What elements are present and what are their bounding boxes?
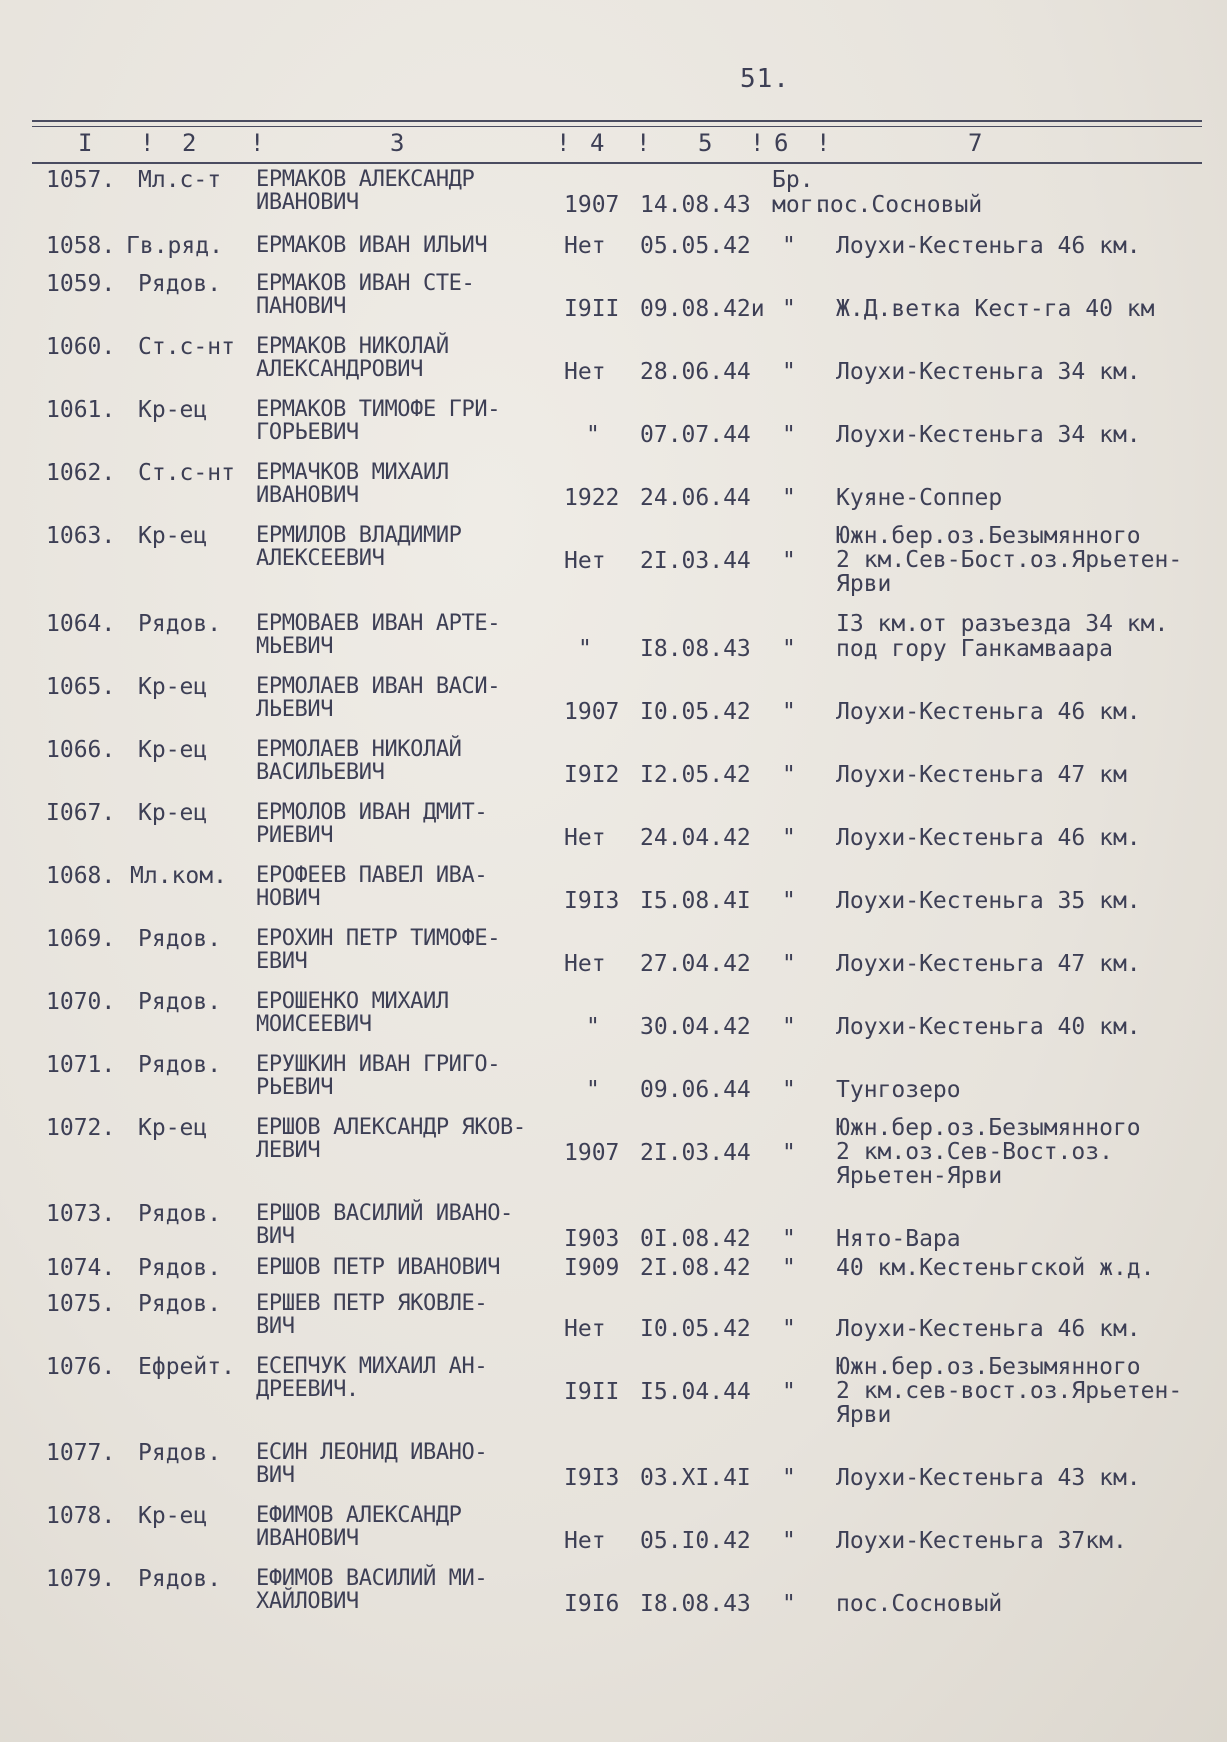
- burial-place: Лоухи-Кестеньга 40 км.: [836, 1014, 1141, 1040]
- military-rank: Рядов.: [138, 1201, 222, 1227]
- military-rank: Рядов.: [138, 611, 222, 637]
- person-name: ЕРУШКИН ИВАН ГРИГО- РЬЕВИЧ: [256, 1052, 501, 1100]
- military-rank: Кр-ец: [138, 800, 208, 826]
- header-col-1: I: [78, 129, 93, 157]
- death-date: 09.06.44: [640, 1077, 751, 1103]
- burial-place: Лоухи-Кестеньга 47 км: [836, 762, 1127, 788]
- burial-place: Лоухи-Кестеньга 43 км.: [836, 1465, 1141, 1491]
- header-separator: !: [140, 129, 155, 157]
- record-number: 1058.: [46, 233, 116, 259]
- burial-place: Южн.бер.оз.Безымянного 2 км.Сев-Бост.оз.Ярьетен- Ярви: [836, 523, 1183, 597]
- record-number: 1059.: [46, 271, 116, 297]
- death-date: I5.04.44: [640, 1379, 751, 1405]
- death-date: 24.06.44: [640, 485, 751, 511]
- burial-place: Лоухи-Кестеньга 46 км.: [836, 825, 1141, 851]
- military-rank: Рядов.: [138, 271, 222, 297]
- record-number: 1073.: [46, 1201, 116, 1227]
- burial-place: Лоухи-Кестеньга 34 км.: [836, 422, 1141, 448]
- header-separator: !: [816, 129, 831, 157]
- burial-place: Куяне-Соппер: [836, 485, 1003, 511]
- burial-place: Лоухи-Кестеньга 46 км.: [836, 233, 1141, 259]
- header-col-7: 7: [968, 129, 983, 157]
- header-col-5: 5: [698, 129, 713, 157]
- burial-place: Лоухи-Кестеньга 35 км.: [836, 888, 1141, 914]
- birth-year: I909: [564, 1255, 620, 1281]
- birth-year: I9I3: [564, 888, 620, 914]
- military-rank: Рядов.: [138, 989, 222, 1015]
- header-separator: !: [556, 129, 571, 157]
- record-number: 1057.: [46, 167, 116, 193]
- birth-year: Нет: [564, 1316, 606, 1342]
- header-rule-bottom: [32, 162, 1202, 164]
- record-number: I067.: [46, 800, 116, 826]
- death-date: I8.08.43: [640, 636, 751, 662]
- birth-year: 1907: [564, 699, 620, 725]
- death-date: I8.08.43: [640, 1591, 751, 1617]
- death-date: 05.I0.42: [640, 1528, 751, 1554]
- death-date: I2.05.42: [640, 762, 751, 788]
- person-name: ЕРМИЛОВ ВЛАДИМИР АЛЕКСЕЕВИЧ: [256, 523, 462, 571]
- burial-type: ": [782, 359, 796, 385]
- military-rank: Кр-ец: [138, 1503, 208, 1529]
- burial-place: Лоухи-Кестеньга 34 км.: [836, 359, 1141, 385]
- birth-year: Нет: [564, 1528, 606, 1554]
- birth-year: ": [586, 422, 600, 448]
- header-col-6: 6: [774, 129, 789, 157]
- death-date: 2I.03.44: [640, 548, 751, 574]
- record-number: 1062.: [46, 460, 116, 486]
- military-rank: Кр-ец: [138, 523, 208, 549]
- person-name: ЕРМОВАЕВ ИВАН АРТЕ- МЬЕВИЧ: [256, 611, 501, 659]
- record-number: 1071.: [46, 1052, 116, 1078]
- burial-place: I3 км.от разъезда 34 км. под гору Ганкамваара: [836, 611, 1169, 662]
- person-name: ЕРМАКОВ НИКОЛАЙ АЛЕКСАНДРОВИЧ: [256, 334, 449, 382]
- record-number: 1070.: [46, 989, 116, 1015]
- burial-type: ": [782, 1591, 796, 1617]
- military-rank: Ефрейт.: [138, 1354, 235, 1380]
- header-col-2: 2: [182, 129, 197, 157]
- person-name: ЕСИН ЛЕОНИД ИВАНО- ВИЧ: [256, 1440, 488, 1488]
- birth-year: I9I2: [564, 762, 620, 788]
- death-date: 14.08.43: [640, 192, 751, 218]
- military-rank: Мл.ком.: [130, 863, 227, 889]
- death-date: 2I.03.44: [640, 1140, 751, 1166]
- burial-type: ": [782, 1316, 796, 1342]
- military-rank: Рядов.: [138, 1440, 222, 1466]
- military-rank: Гв.ряд.: [126, 233, 223, 259]
- burial-type: ": [782, 1226, 796, 1252]
- person-name: ЕРМОЛАЕВ ИВАН ВАСИ- ЛЬЕВИЧ: [256, 674, 501, 722]
- birth-year: Нет: [564, 951, 606, 977]
- burial-type: ": [782, 1255, 796, 1281]
- header-col-4: 4: [590, 129, 605, 157]
- burial-place: Лоухи-Кестеньга 47 км.: [836, 951, 1141, 977]
- header-separator: !: [750, 129, 765, 157]
- record-number: 1074.: [46, 1255, 116, 1281]
- burial-place: Южн.бер.оз.Безымянного 2 км.сев-вост.оз.Ярьетен- Ярви: [836, 1354, 1183, 1428]
- person-name: ЕФИМОВ ВАСИЛИЙ МИ- ХАЙЛОВИЧ: [256, 1566, 488, 1614]
- record-number: 1076.: [46, 1354, 116, 1380]
- burial-place: 40 км.Кестеньгской ж.д.: [836, 1255, 1155, 1281]
- header-col-3: 3: [390, 129, 405, 157]
- burial-type: ": [782, 548, 796, 574]
- death-date: 28.06.44: [640, 359, 751, 385]
- person-name: ЕРШОВ ВАСИЛИЙ ИВАНО- ВИЧ: [256, 1201, 513, 1249]
- person-name: ЕРШЕВ ПЕТР ЯКОВЛЕ- ВИЧ: [256, 1291, 488, 1339]
- burial-type: ": [782, 485, 796, 511]
- burial-type: ": [782, 422, 796, 448]
- burial-place: Лоухи-Кестеньга 46 км.: [836, 699, 1141, 725]
- military-rank: Кр-ец: [138, 1115, 208, 1141]
- burial-type: ": [782, 1379, 796, 1405]
- death-date: I5.08.4I: [640, 888, 751, 914]
- person-name: ЕРМАКОВ ИВАН СТЕ- ПАНОВИЧ: [256, 271, 475, 319]
- birth-year: Нет: [564, 548, 606, 574]
- military-rank: Рядов.: [138, 1291, 222, 1317]
- record-number: 1065.: [46, 674, 116, 700]
- burial-type: ": [782, 825, 796, 851]
- death-date: I0.05.42: [640, 699, 751, 725]
- record-number: 1069.: [46, 926, 116, 952]
- burial-type: Бр. мог.: [772, 167, 828, 218]
- burial-type: ": [782, 888, 796, 914]
- military-rank: Ст.с-нт: [138, 334, 235, 360]
- death-date: 09.08.42и: [640, 296, 765, 322]
- burial-type: ": [782, 1465, 796, 1491]
- person-name: ЕРОШЕНКО МИХАИЛ МОИСЕЕВИЧ: [256, 989, 449, 1037]
- burial-type: ": [782, 1077, 796, 1103]
- page-number: 51.: [740, 64, 790, 94]
- death-date: 05.05.42: [640, 233, 751, 259]
- military-rank: Рядов.: [138, 1566, 222, 1592]
- person-name: ЕРМАЧКОВ МИХАИЛ ИВАНОВИЧ: [256, 460, 449, 508]
- death-date: 2I.08.42: [640, 1255, 751, 1281]
- death-date: 24.04.42: [640, 825, 751, 851]
- military-rank: Рядов.: [138, 1255, 222, 1281]
- record-number: 1075.: [46, 1291, 116, 1317]
- military-rank: Мл.с-т: [138, 167, 222, 193]
- record-number: 1061.: [46, 397, 116, 423]
- record-number: 1072.: [46, 1115, 116, 1141]
- burial-type: ": [782, 636, 796, 662]
- record-number: 1064.: [46, 611, 116, 637]
- death-date: 07.07.44: [640, 422, 751, 448]
- death-date: 27.04.42: [640, 951, 751, 977]
- birth-year: I9I6: [564, 1591, 620, 1617]
- burial-place: Южн.бер.оз.Безымянного 2 км.оз.Сев-Вост.оз. Ярьетен-Ярви: [836, 1115, 1141, 1189]
- birth-year: I9I3: [564, 1465, 620, 1491]
- birth-year: ": [578, 636, 592, 662]
- burial-place: Тунгозеро: [836, 1077, 961, 1103]
- military-rank: Ст.с-нт: [138, 460, 235, 486]
- person-name: ЕРШОВ ПЕТР ИВАНОВИЧ: [256, 1255, 501, 1280]
- birth-year: ": [586, 1014, 600, 1040]
- death-date: 03.XI.4I: [640, 1465, 751, 1491]
- person-name: ЕФИМОВ АЛЕКСАНДР ИВАНОВИЧ: [256, 1503, 462, 1551]
- burial-place: Лоухи-Кестеньга 46 км.: [836, 1316, 1141, 1342]
- death-date: 0I.08.42: [640, 1226, 751, 1252]
- birth-year: I9II: [564, 1379, 620, 1405]
- birth-year: I9II: [564, 296, 620, 322]
- birth-year: Нет: [564, 359, 606, 385]
- military-rank: Рядов.: [138, 926, 222, 952]
- person-name: ЕРШОВ АЛЕКСАНДР ЯКОВ- ЛЕВИЧ: [256, 1115, 526, 1163]
- record-number: 1078.: [46, 1503, 116, 1529]
- birth-year: 1907: [564, 192, 620, 218]
- person-name: ЕРОХИН ПЕТР ТИМОФЕ- ЕВИЧ: [256, 926, 501, 974]
- burial-type: ": [782, 233, 796, 259]
- military-rank: Кр-ец: [138, 397, 208, 423]
- death-date: 30.04.42: [640, 1014, 751, 1040]
- person-name: ЕСЕПЧУК МИХАИЛ АН- ДРЕЕВИЧ.: [256, 1354, 488, 1402]
- burial-place: Лоухи-Кестеньга 37км.: [836, 1528, 1127, 1554]
- record-number: 1066.: [46, 737, 116, 763]
- burial-type: ": [782, 1528, 796, 1554]
- table-header: [32, 126, 1202, 160]
- person-name: ЕРМОЛАЕВ НИКОЛАЙ ВАСИЛЬЕВИЧ: [256, 737, 462, 785]
- burial-type: ": [782, 1014, 796, 1040]
- burial-type: ": [782, 699, 796, 725]
- record-number: 1068.: [46, 863, 116, 889]
- birth-year: I903: [564, 1226, 620, 1252]
- birth-year: 1907: [564, 1140, 620, 1166]
- birth-year: Нет: [564, 233, 606, 259]
- military-rank: Кр-ец: [138, 737, 208, 763]
- burial-type: ": [782, 1140, 796, 1166]
- person-name: ЕРМАКОВ ИВАН ИЛЬИЧ: [256, 233, 488, 258]
- table-row: [0, 1567, 1227, 1742]
- burial-place: пос.Сосновый: [836, 1591, 1003, 1617]
- death-date: I0.05.42: [640, 1316, 751, 1342]
- header-rule-top: [32, 120, 1202, 122]
- record-number: 1060.: [46, 334, 116, 360]
- military-rank: Рядов.: [138, 1052, 222, 1078]
- birth-year: 1922: [564, 485, 620, 511]
- person-name: ЕРМОЛОВ ИВАН ДМИТ- РИЕВИЧ: [256, 800, 488, 848]
- birth-year: Нет: [564, 825, 606, 851]
- birth-year: ": [586, 1077, 600, 1103]
- burial-type: ": [782, 951, 796, 977]
- burial-type: ": [782, 762, 796, 788]
- military-rank: Кр-ец: [138, 674, 208, 700]
- header-separator: !: [636, 129, 651, 157]
- burial-place: Нято-Вара: [836, 1226, 961, 1252]
- record-number: 1063.: [46, 523, 116, 549]
- person-name: ЕРОФЕЕВ ПАВЕЛ ИВА- НОВИЧ: [256, 863, 488, 911]
- burial-place: Ж.Д.ветка Кест-га 40 км: [836, 296, 1155, 322]
- burial-place: пос.Сосновый: [816, 192, 983, 218]
- record-number: 1079.: [46, 1566, 116, 1592]
- record-number: 1077.: [46, 1440, 116, 1466]
- burial-type: ": [782, 296, 796, 322]
- person-name: ЕРМАКОВ АЛЕКСАНДР ИВАНОВИЧ: [256, 167, 475, 215]
- header-separator: !: [250, 129, 265, 157]
- person-name: ЕРМАКОВ ТИМОФЕ ГРИ- ГОРЬЕВИЧ: [256, 397, 501, 445]
